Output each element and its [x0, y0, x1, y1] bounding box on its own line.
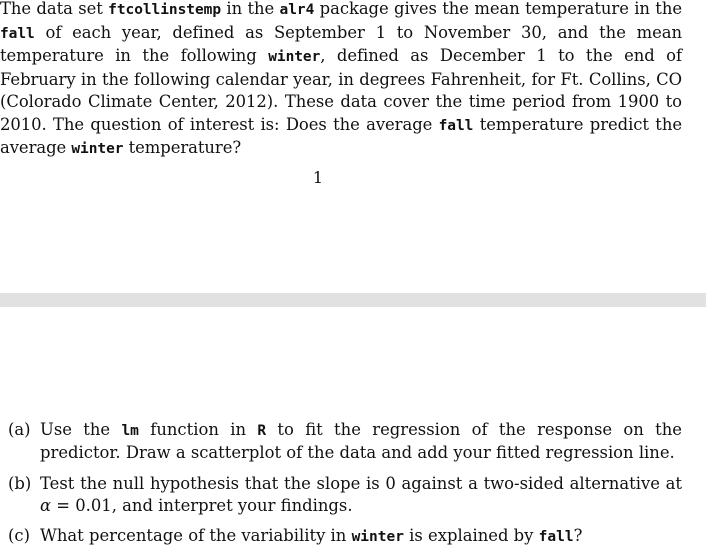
question-text: = 0.01, and interpret your findings. [51, 495, 353, 515]
variable-fall: fall [538, 529, 574, 546]
intro-text: in the [221, 0, 280, 18]
question-text: is explained by [403, 526, 539, 546]
question-a [8, 419, 682, 465]
intro-text: temperature? [123, 138, 242, 157]
intro-text: The data set [0, 0, 109, 18]
variable-fall: fall [438, 117, 474, 134]
variable-winter: winter [268, 49, 321, 65]
question-text: function in [138, 420, 258, 439]
document-page-2 [0, 307, 706, 549]
variable-fall: fall [0, 25, 35, 42]
intro-text: temperature predict the average [0, 114, 682, 157]
dataset-name: ftcollinstemp [108, 2, 221, 18]
function-name: lm [121, 423, 139, 439]
intro-text: of each year, defined as September 1 to November 30, and the mean temperature in the following [0, 22, 682, 65]
question-text: What percentage of the variability in [40, 526, 352, 546]
package-name: alr4 [279, 2, 315, 18]
intro-text: package gives the mean temperature in the [314, 0, 682, 18]
question-c [8, 525, 682, 548]
question-b [8, 473, 682, 518]
intro-text: , defined as December 1 to the end of February in the following calendar year, in degrees Fahrenheit, for Ft. Collins, CO (Colorado Climate Center, 2012). These data cover the time period from 1900 to 2010. The question of interest is: Does the average [0, 46, 682, 134]
question-label: (c) [8, 526, 30, 546]
page-number: 1 [312, 168, 324, 187]
question-text: to fit the regression of the response on the predictor. Draw a scatterplot of the data and add your fitted regression line. [40, 420, 682, 463]
alpha-symbol: α [40, 495, 52, 515]
variable-winter: winter [71, 141, 124, 157]
question-text: ? [573, 526, 583, 546]
intro-paragraph [0, 0, 682, 161]
question-label: (a) [8, 420, 31, 439]
question-list [8, 419, 682, 556]
question-text: Use the [40, 420, 122, 439]
question-label: (b) [8, 473, 32, 493]
page-separator [0, 293, 706, 307]
language-name: R [257, 423, 267, 439]
question-text: Test the null hypothesis that the slope is 0 against a two-sided alternative at [40, 473, 682, 493]
variable-winter: winter [351, 529, 404, 546]
